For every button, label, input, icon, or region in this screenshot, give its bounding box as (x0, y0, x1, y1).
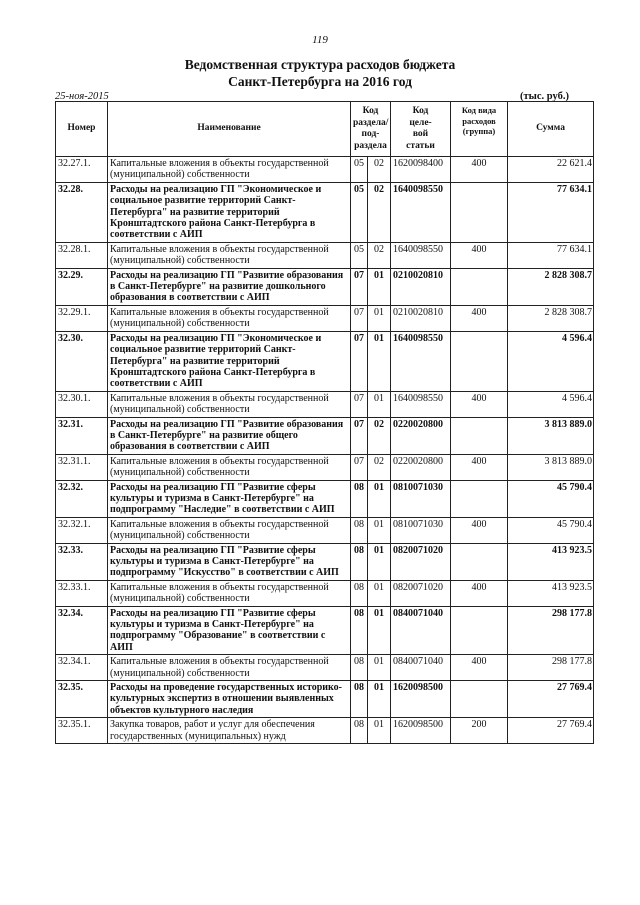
row-number: 32.35. (56, 681, 108, 718)
row-subsection: 02 (368, 417, 391, 454)
budget-table (55, 101, 594, 744)
row-target-code: 1640098550 (391, 242, 451, 268)
row-expense-type: 400 (451, 454, 508, 480)
row-target-code: 1640098550 (391, 331, 451, 391)
header-expense-line: расходов (462, 115, 496, 126)
row-section: 08 (351, 718, 368, 744)
row-section: 08 (351, 517, 368, 543)
row-name: Расходы на реализацию ГП "Экономическое и социальное развитие территорий Санкт-Петербурга" на развитие территорий Кронштадтского района Санкт-Петербурга в соответствии с АИП (108, 182, 351, 242)
row-subsection: 01 (368, 517, 391, 543)
row-subsection: 01 (368, 543, 391, 580)
row-name: Расходы на реализацию ГП "Развитие образования в Санкт-Петербурге" на развитие дошкольного образования в соответствии с АИП (108, 268, 351, 305)
header-target-code (391, 102, 451, 157)
row-number: 32.29.1. (56, 305, 108, 331)
row-subsection: 01 (368, 681, 391, 718)
row-section: 07 (351, 454, 368, 480)
row-section: 07 (351, 331, 368, 391)
row-target-code: 1620098500 (391, 681, 451, 718)
row-sum: 45 790.4 (508, 480, 594, 517)
table-row (56, 681, 594, 718)
row-target-code: 0810071030 (391, 480, 451, 517)
row-sum: 4 596.4 (508, 331, 594, 391)
row-expense-type (451, 543, 508, 580)
header-target-line: статьи (406, 140, 435, 151)
table-row (56, 417, 594, 454)
table-row (56, 655, 594, 681)
row-target-code: 1620098500 (391, 718, 451, 744)
row-name: Расходы на реализацию ГП "Развитие сферы культуры и туризма в Санкт-Петербурге" на подпрограмму "Искусство" в соответствии с АИП (108, 543, 351, 580)
header-target-line: Код (412, 106, 429, 116)
header-target-line: целе- (409, 117, 432, 128)
units-label: (тыс. руб.) (520, 91, 569, 102)
row-number: 32.34. (56, 606, 108, 655)
row-number: 32.33.1. (56, 580, 108, 606)
table-row (56, 305, 594, 331)
row-number: 32.31. (56, 417, 108, 454)
row-section: 08 (351, 580, 368, 606)
row-sum: 298 177.8 (508, 655, 594, 681)
row-target-code: 1640098550 (391, 391, 451, 417)
row-name: Капитальные вложения в объекты государственной (муниципальной) собственности (108, 242, 351, 268)
page-number: 119 (312, 34, 328, 46)
row-name: Капитальные вложения в объекты государственной (муниципальной) собственности (108, 391, 351, 417)
header-number: Номер (56, 102, 108, 157)
row-number: 32.33. (56, 543, 108, 580)
row-section: 08 (351, 480, 368, 517)
row-sum: 27 769.4 (508, 718, 594, 744)
row-name: Капитальные вложения в объекты государственной (муниципальной) собственности (108, 157, 351, 183)
row-section: 08 (351, 606, 368, 655)
header-section-line: Код (362, 106, 379, 116)
table-row (56, 517, 594, 543)
row-target-code: 0210020810 (391, 305, 451, 331)
row-number: 32.32. (56, 480, 108, 517)
table-row (56, 580, 594, 606)
row-name: Закупка товаров, работ и услуг для обеспечения государственных (муниципальных) нужд (108, 718, 351, 744)
row-expense-type: 200 (451, 718, 508, 744)
row-section: 08 (351, 681, 368, 718)
row-subsection: 01 (368, 718, 391, 744)
row-expense-type: 400 (451, 157, 508, 183)
row-section: 05 (351, 157, 368, 183)
row-subsection: 01 (368, 480, 391, 517)
row-expense-type (451, 268, 508, 305)
row-section: 07 (351, 268, 368, 305)
row-section: 05 (351, 182, 368, 242)
row-section: 08 (351, 655, 368, 681)
row-name: Капитальные вложения в объекты государственной (муниципальной) собственности (108, 305, 351, 331)
row-sum: 27 769.4 (508, 681, 594, 718)
row-subsection: 02 (368, 242, 391, 268)
row-number: 32.34.1. (56, 655, 108, 681)
row-number: 32.35.1. (56, 718, 108, 744)
row-sum: 413 923.5 (508, 580, 594, 606)
row-section: 07 (351, 305, 368, 331)
row-subsection: 02 (368, 157, 391, 183)
row-sum: 4 596.4 (508, 391, 594, 417)
header-expense-line: Код вида (461, 105, 497, 115)
row-subsection: 01 (368, 606, 391, 655)
row-name: Расходы на реализацию ГП "Развитие сферы культуры и туризма в Санкт-Петербурге" на подпрограмму "Наследие" в соответствии с АИП (108, 480, 351, 517)
row-section: 05 (351, 242, 368, 268)
table-row (56, 157, 594, 183)
row-expense-type: 400 (451, 391, 508, 417)
row-target-code: 1620098400 (391, 157, 451, 183)
row-target-code: 0810071030 (391, 517, 451, 543)
document-title (0, 56, 640, 90)
row-number: 32.27.1. (56, 157, 108, 183)
row-section: 07 (351, 417, 368, 454)
row-subsection: 01 (368, 331, 391, 391)
row-sum: 2 828 308.7 (508, 305, 594, 331)
row-sum: 45 790.4 (508, 517, 594, 543)
row-name: Расходы на реализацию ГП "Развитие образования в Санкт-Петербурге" на развитие общего образования в соответствии с АИП (108, 417, 351, 454)
row-name: Расходы на реализацию ГП "Развитие сферы культуры и туризма в Санкт-Петербурге" на подпрограмму "Образование" в соответствии с АИП (108, 606, 351, 655)
row-sum: 3 813 889.0 (508, 454, 594, 480)
row-sum: 77 634.1 (508, 242, 594, 268)
table-row (56, 391, 594, 417)
row-target-code: 1640098550 (391, 182, 451, 242)
row-expense-type (451, 480, 508, 517)
header-section-line: под- (361, 129, 380, 139)
row-number: 32.31.1. (56, 454, 108, 480)
table-row (56, 606, 594, 655)
header-name: Наименование (108, 102, 351, 157)
row-sum: 3 813 889.0 (508, 417, 594, 454)
table-row (56, 242, 594, 268)
row-subsection: 01 (368, 655, 391, 681)
row-expense-type: 400 (451, 655, 508, 681)
row-sum: 2 828 308.7 (508, 268, 594, 305)
row-target-code: 0840071040 (391, 606, 451, 655)
row-expense-type: 400 (451, 580, 508, 606)
row-target-code: 0840071040 (391, 655, 451, 681)
table-row (56, 454, 594, 480)
row-subsection: 01 (368, 305, 391, 331)
row-expense-type: 400 (451, 517, 508, 543)
title-line-1: Ведомственная структура расходов бюджета (184, 57, 456, 72)
row-expense-type (451, 331, 508, 391)
header-expense-line: (группа) (462, 126, 496, 136)
row-subsection: 01 (368, 268, 391, 305)
row-subsection: 01 (368, 580, 391, 606)
row-subsection: 02 (368, 182, 391, 242)
row-number: 32.32.1. (56, 517, 108, 543)
table-row (56, 182, 594, 242)
table-row (56, 543, 594, 580)
row-number: 32.28. (56, 182, 108, 242)
row-target-code: 0220020800 (391, 417, 451, 454)
row-target-code: 0220020800 (391, 454, 451, 480)
row-target-code: 0820071020 (391, 543, 451, 580)
row-subsection: 01 (368, 391, 391, 417)
header-section-line: раздела (354, 140, 387, 151)
table-row (56, 331, 594, 391)
table-row (56, 480, 594, 517)
row-section: 07 (351, 391, 368, 417)
row-expense-type: 400 (451, 242, 508, 268)
row-number: 32.29. (56, 268, 108, 305)
header-section-code (351, 102, 391, 157)
row-sum: 77 634.1 (508, 182, 594, 242)
row-number: 32.30. (56, 331, 108, 391)
row-expense-type (451, 606, 508, 655)
row-name: Капитальные вложения в объекты государственной (муниципальной) собственности (108, 454, 351, 480)
row-number: 32.30.1. (56, 391, 108, 417)
row-name: Капитальные вложения в объекты государственной (муниципальной) собственности (108, 655, 351, 681)
row-sum: 298 177.8 (508, 606, 594, 655)
table-row (56, 268, 594, 305)
header-section-line: раздела/ (353, 117, 389, 128)
row-name: Расходы на проведение государственных историко-культурных экспертиз в отношении выявленных объектов культурного наследия (108, 681, 351, 718)
header-sum: Сумма (508, 102, 594, 157)
header-expense-type (451, 102, 508, 157)
row-number: 32.28.1. (56, 242, 108, 268)
table-header-row (56, 102, 594, 157)
row-target-code: 0210020810 (391, 268, 451, 305)
row-expense-type (451, 417, 508, 454)
row-name: Капитальные вложения в объекты государственной (муниципальной) собственности (108, 517, 351, 543)
row-name: Расходы на реализацию ГП "Экономическое и социальное развитие территорий Санкт-Петербурга" на развитие территорий Кронштадтского района Санкт-Петербурга в соответствии с АИП (108, 331, 351, 391)
row-target-code: 0820071020 (391, 580, 451, 606)
header-target-line: вой (412, 129, 429, 139)
row-sum: 22 621.4 (508, 157, 594, 183)
row-section: 08 (351, 543, 368, 580)
row-name: Капитальные вложения в объекты государственной (муниципальной) собственности (108, 580, 351, 606)
row-expense-type (451, 182, 508, 242)
row-sum: 413 923.5 (508, 543, 594, 580)
document-date: 25-ноя-2015 (55, 91, 109, 102)
row-expense-type: 400 (451, 305, 508, 331)
row-expense-type (451, 681, 508, 718)
row-subsection: 02 (368, 454, 391, 480)
table-row (56, 718, 594, 744)
title-line-2: Санкт-Петербурга на 2016 год (228, 74, 412, 89)
